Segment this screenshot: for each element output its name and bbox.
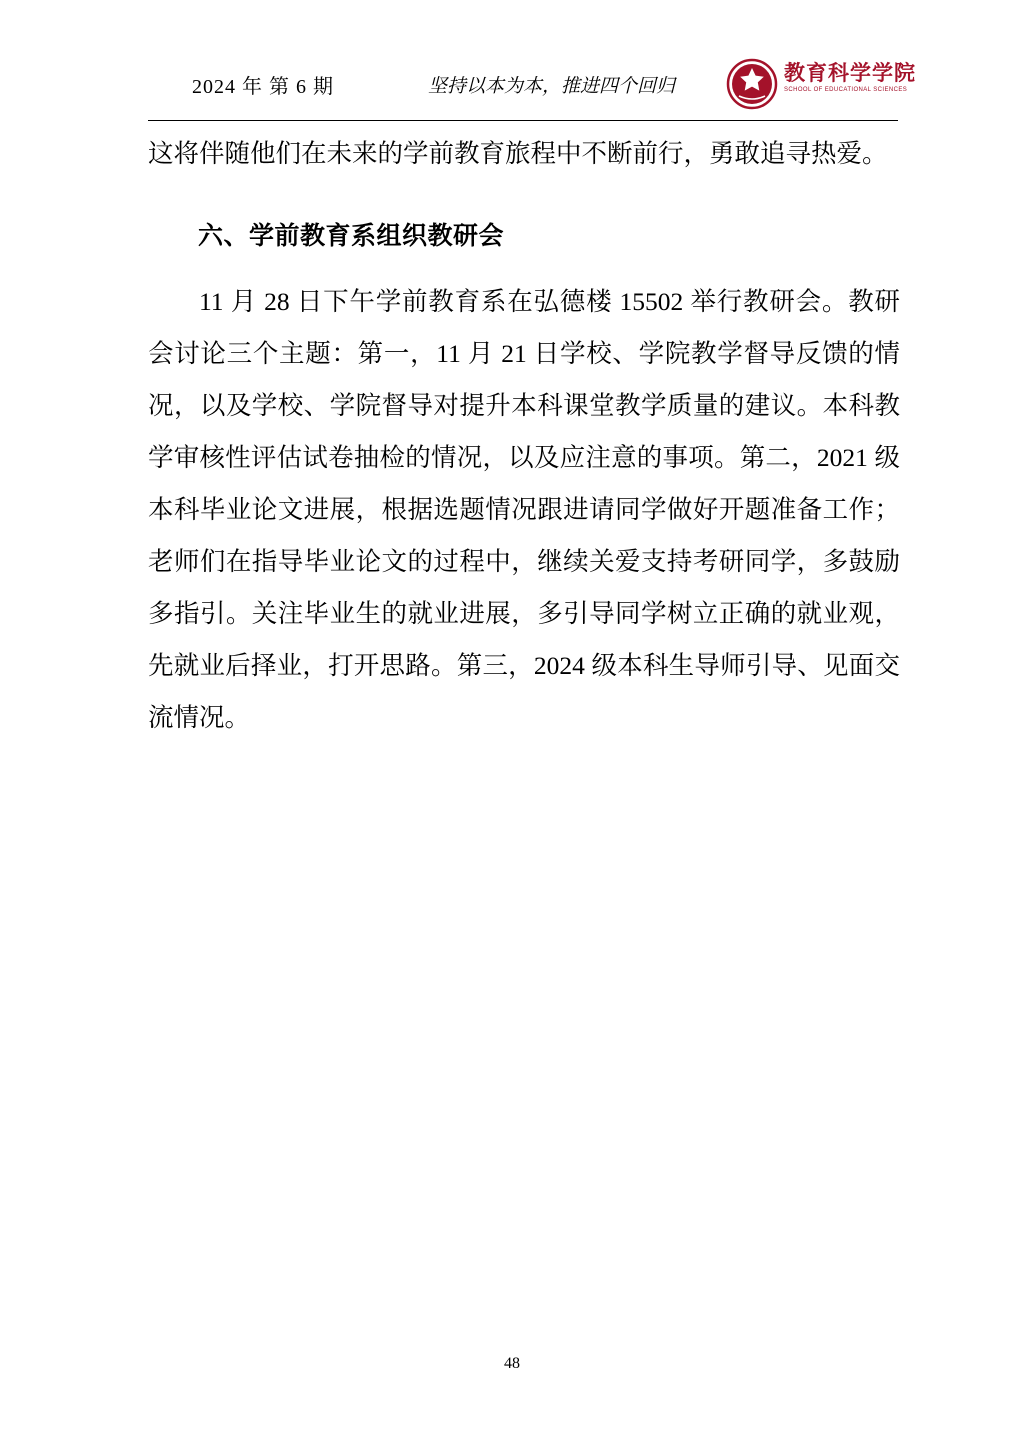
logo-name-cn: 教育科学学院 — [784, 60, 916, 85]
header-slogan-text: 坚持以本为本，推进四个回归 — [428, 75, 676, 97]
seal-icon — [726, 58, 778, 110]
institution-logo — [726, 52, 916, 116]
page-footer — [0, 1355, 1024, 1373]
section-heading: 六、学前教育系组织教研会 — [198, 221, 505, 250]
page-header — [148, 58, 916, 120]
paragraph-body: 11 月 28 日下午学前教育系在弘德楼 15502 举行教研会。教研会讨论三个主题：第一，11 月 21 日学校、学院教学督导反馈的情况，以及学校、学院督导对提升本科课堂教学质量的建议。本科教学审核性评估试卷抽检的情况，以及应注意的事项。第二，2021 级本科毕业论文进展，根据选题情况跟进请同学做好开题准备工作；老师们在指导毕业论文的过程中，继续关爱支持考研同学，多鼓励多指引。关注毕业生的就业进展，多引导同学树立正确的就业观，先就业后择业，打开思路。第三，2024 级本科生导师引导、见面交流情况。 — [148, 287, 900, 732]
header-divider — [148, 120, 898, 121]
paragraph-continuation: 这将伴随他们在未来的学前教育旅程中不断前行，勇敢追寻热爱。 — [148, 139, 888, 168]
logo-text-block — [784, 60, 916, 94]
page-number: 48 — [504, 1355, 520, 1372]
content-spacer — [148, 180, 900, 210]
page-content — [148, 128, 900, 744]
logo-name-en: SCHOOL OF EDUCATIONAL SCIENCES — [784, 87, 908, 94]
content-spacer — [148, 262, 900, 276]
header-issue-text: 2024 年 第 6 期 — [192, 76, 334, 98]
